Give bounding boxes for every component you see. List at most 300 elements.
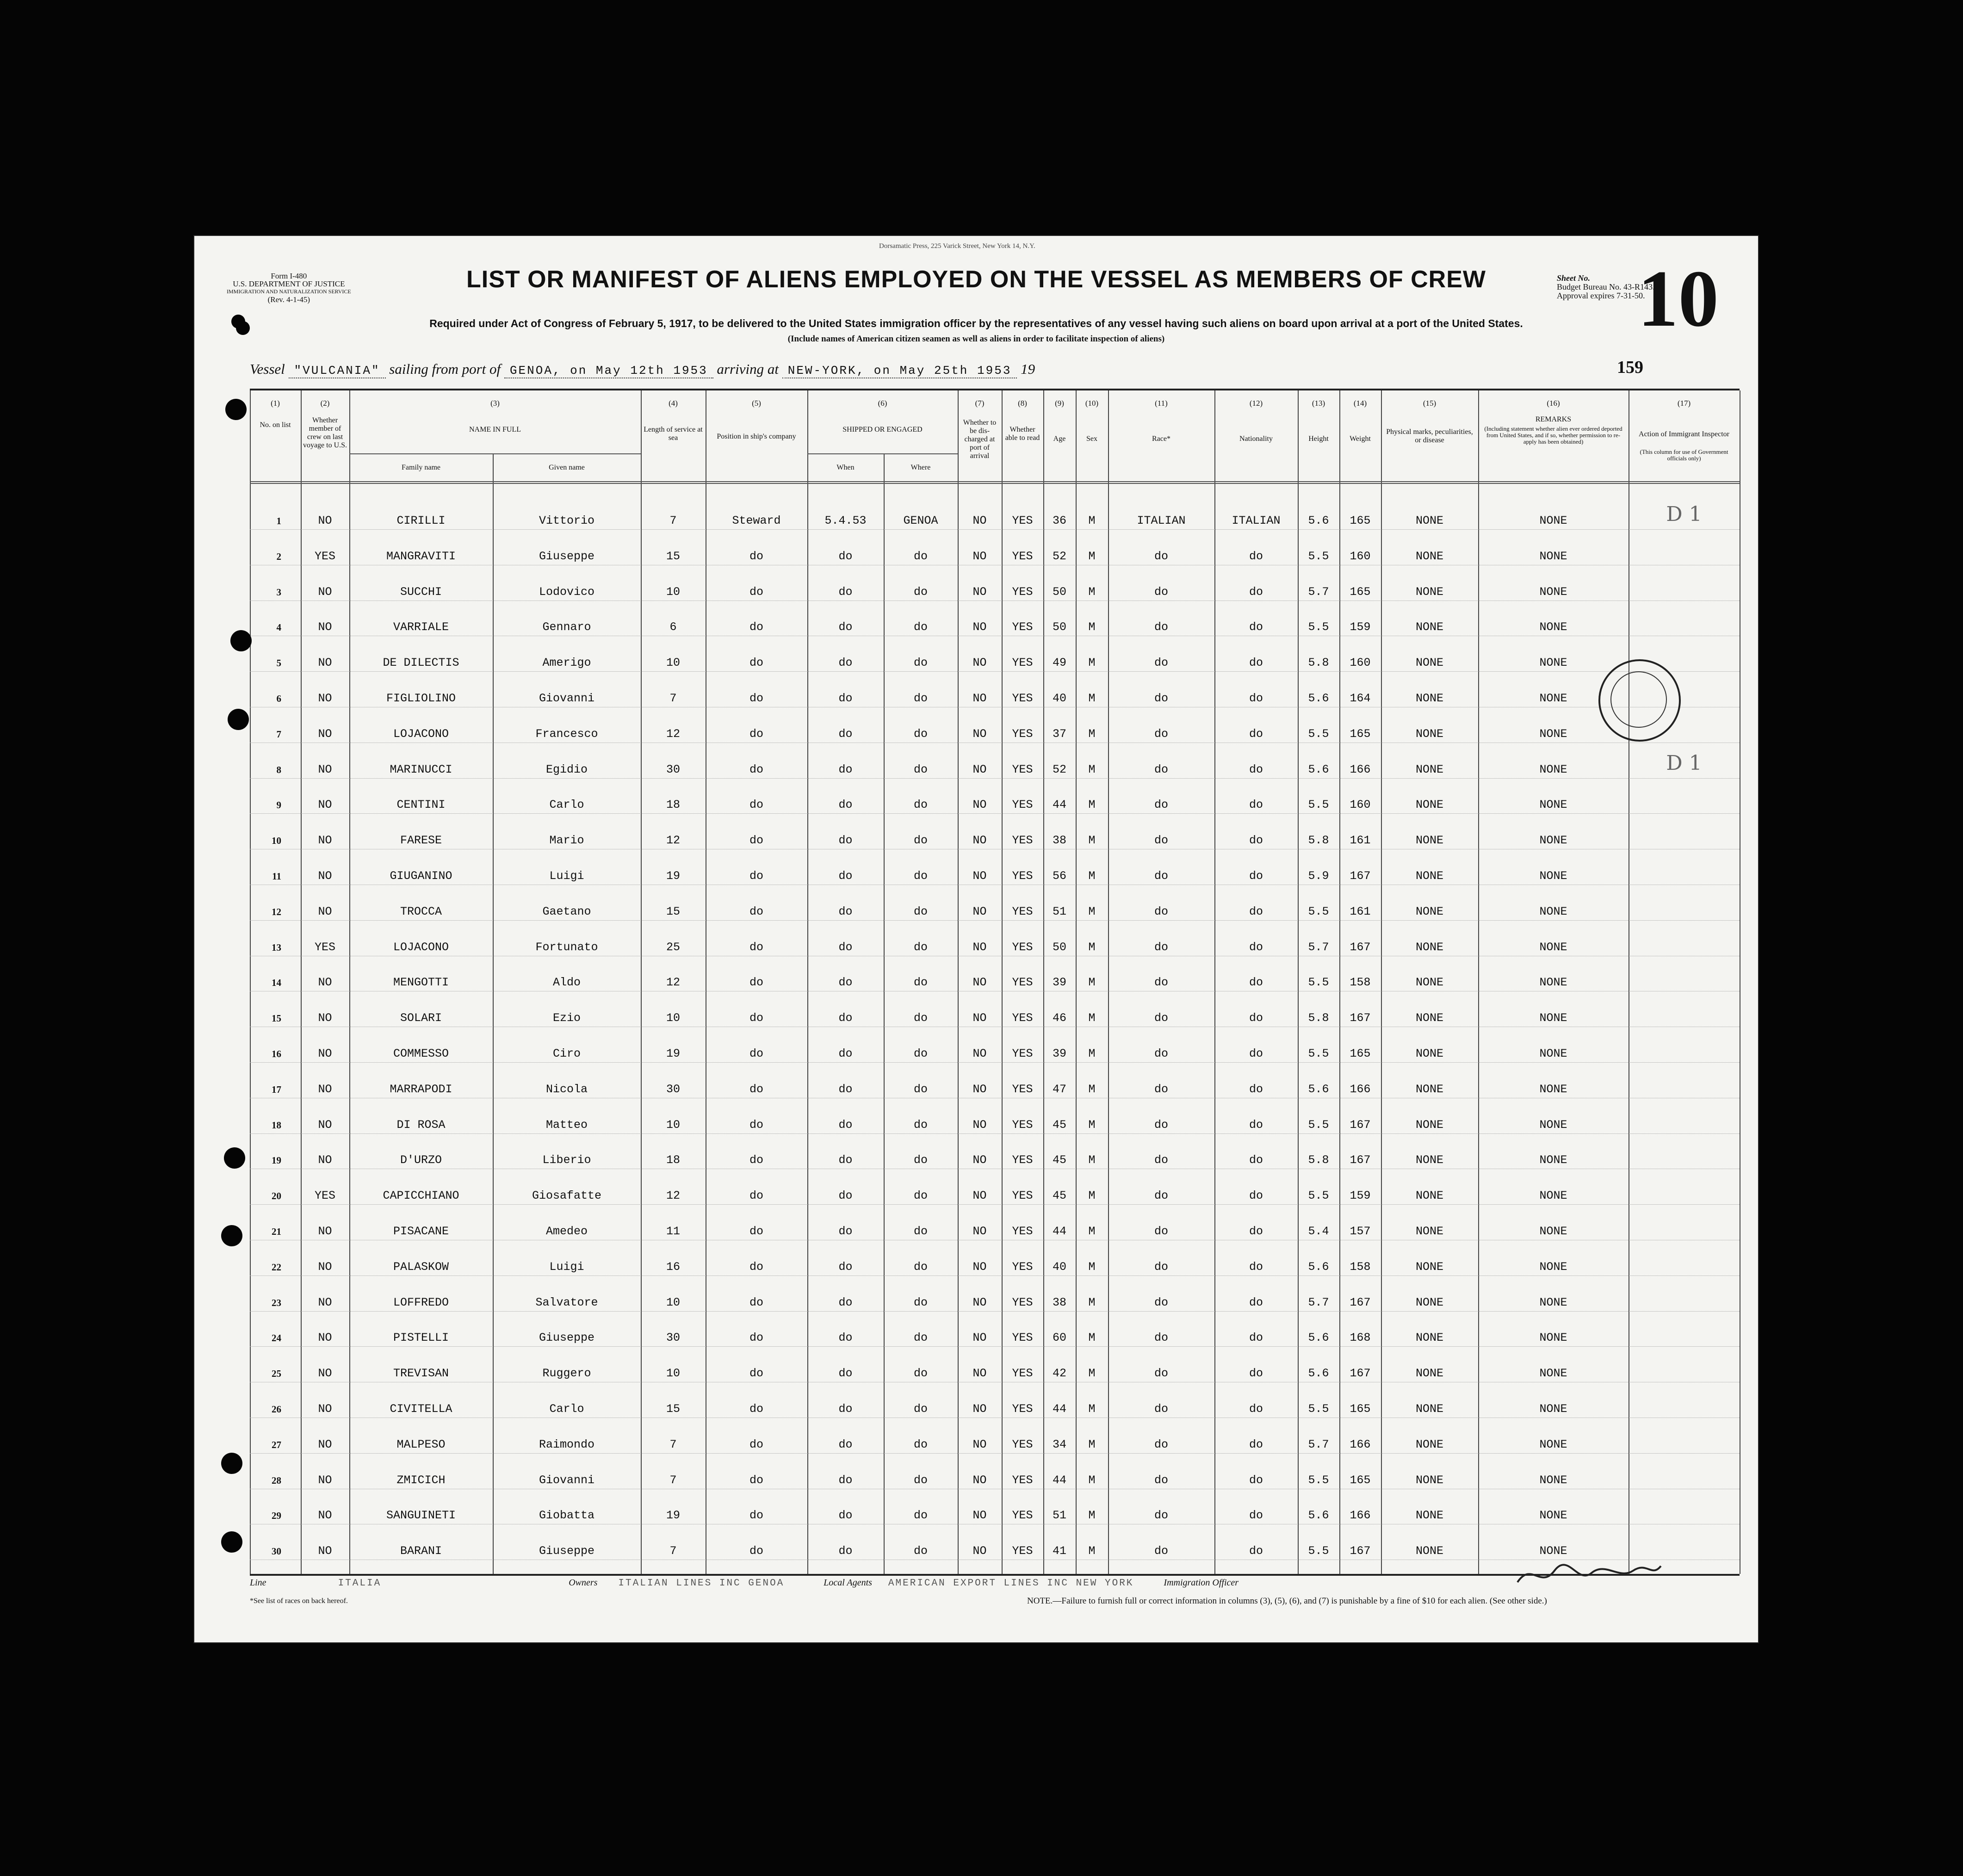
cell-remarks: NONE [1539, 799, 1567, 812]
row-number: 25 [272, 1368, 281, 1380]
cell-race: do [1154, 870, 1168, 883]
cell-sex: M [1088, 1118, 1096, 1132]
cell-family: MARINUCCI [390, 763, 452, 776]
row-number: 9 [276, 799, 281, 811]
cell-read: YES [1012, 1260, 1033, 1274]
cell-length: 18 [666, 799, 680, 812]
row-number: 28 [272, 1474, 281, 1486]
cell-disch: NO [972, 1154, 987, 1167]
cell-position: do [749, 1438, 763, 1451]
cell-nat: do [1249, 621, 1263, 634]
where-header: Where [910, 464, 931, 471]
cell-weight: 167 [1350, 1296, 1371, 1309]
cell-length: 15 [666, 550, 680, 563]
cell-height: 5.6 [1308, 1367, 1329, 1381]
cell-when: 5.4.53 [824, 514, 867, 527]
cell-read: YES [1012, 1118, 1033, 1132]
cell-read: YES [1012, 550, 1033, 563]
cell-length: 7 [669, 692, 677, 705]
cell-read: YES [1012, 1438, 1033, 1451]
cell-read: YES [1012, 941, 1033, 954]
cell-read: YES [1012, 692, 1033, 705]
cell-age: 47 [1052, 1083, 1066, 1096]
cell-height: 5.8 [1308, 1012, 1329, 1025]
cell-remarks: NONE [1539, 1367, 1567, 1381]
cell-weight: 166 [1350, 763, 1371, 776]
when-header: When [836, 464, 855, 471]
cell-race: do [1154, 1296, 1168, 1309]
cell-position: Steward [732, 514, 781, 527]
cell-family: GIUGANINO [390, 870, 452, 883]
cell-read: YES [1012, 834, 1033, 848]
cell-height: 5.6 [1308, 692, 1329, 705]
cell-family: LOJACONO [393, 727, 449, 741]
cell-family: CAPICCHIANO [383, 1189, 459, 1203]
sailing-value: GENOA, on May 12th 1953 [504, 364, 713, 378]
cell-crew: NO [318, 1296, 332, 1309]
cell-crew: YES [314, 1189, 335, 1203]
cell-given: Ezio [552, 1012, 581, 1025]
cell-family: PISTELLI [393, 1331, 449, 1345]
row-number: 15 [272, 1013, 281, 1024]
cell-sex: M [1088, 621, 1096, 634]
cell-when: do [838, 763, 853, 776]
cell-given: Vittorio [539, 514, 595, 527]
cell-weight: 165 [1350, 514, 1371, 527]
cell-family: MENGOTTI [393, 976, 449, 990]
cell-family: CENTINI [396, 799, 446, 812]
row-number: 23 [272, 1297, 281, 1308]
cell-read: YES [1012, 763, 1033, 776]
cell-given: Giuseppe [539, 1545, 595, 1558]
year-label: 19 [1021, 361, 1035, 377]
column-number: (12) [1249, 399, 1263, 408]
cell-physical: NONE [1415, 692, 1443, 705]
cell-where: do [913, 727, 928, 741]
cell-physical: NONE [1415, 1403, 1443, 1416]
cell-length: 10 [666, 1118, 680, 1132]
cell-nat: do [1249, 1296, 1263, 1309]
cell-crew: NO [318, 799, 332, 812]
cell-sex: M [1088, 585, 1096, 599]
cell-length: 16 [666, 1260, 680, 1274]
cell-remarks: NONE [1539, 585, 1567, 599]
officer-signature [1513, 1557, 1666, 1594]
cell-age: 50 [1052, 585, 1066, 599]
row-guide [250, 813, 1740, 814]
row-number: 16 [272, 1048, 281, 1059]
cell-height: 5.8 [1308, 834, 1329, 848]
cell-age: 42 [1052, 1367, 1066, 1381]
column-number: (16) [1547, 399, 1560, 408]
cell-given: Matteo [545, 1118, 588, 1132]
cell-length: 19 [666, 1509, 680, 1523]
cell-weight: 166 [1350, 1083, 1371, 1096]
page-subtitle: Required under Act of Congress of February 5, 1917, to be delivered to the United States immigration officer by the representatives of any vessel having such aliens on board upon arrival at a port of the United States. [429, 317, 1523, 329]
cell-nat: do [1249, 870, 1263, 883]
cell-crew: YES [314, 941, 335, 954]
cell-height: 5.5 [1308, 727, 1329, 741]
cell-length: 10 [666, 1012, 680, 1025]
cell-height: 5.8 [1308, 656, 1329, 670]
cell-length: 19 [666, 870, 680, 883]
cell-race: do [1154, 692, 1168, 705]
row-number: 3 [276, 586, 281, 598]
cell-nat: do [1249, 1438, 1263, 1451]
cell-age: 45 [1052, 1118, 1066, 1132]
cell-nat: do [1249, 763, 1263, 776]
cell-family: TROCCA [400, 905, 442, 918]
row-number: 8 [276, 764, 281, 775]
row-number: 4 [276, 622, 281, 633]
cell-family: SUCCHI [400, 585, 442, 599]
cell-read: YES [1012, 870, 1033, 883]
cell-where: do [913, 870, 928, 883]
cell-weight: 167 [1350, 1012, 1371, 1025]
cell-length: 10 [666, 656, 680, 670]
cell-where: do [913, 1331, 928, 1345]
cell-crew: NO [318, 1367, 332, 1381]
cell-crew: NO [318, 1225, 332, 1238]
column-number: (7) [975, 399, 985, 408]
cell-read: YES [1012, 1403, 1033, 1416]
position-header: Position in ship's company [717, 433, 796, 440]
budget-line: Budget Bureau No. 43-R143.3. [1557, 282, 1661, 291]
cell-nat: do [1249, 550, 1263, 563]
cell-crew: NO [318, 834, 332, 848]
cell-race: do [1154, 550, 1168, 563]
cell-weight: 158 [1350, 1260, 1371, 1274]
cell-where: do [913, 834, 928, 848]
cell-height: 5.6 [1308, 1083, 1329, 1096]
punch-hole [225, 399, 247, 420]
cell-weight: 159 [1350, 621, 1371, 634]
action-note: (This column for use of Government officials only) [1640, 448, 1728, 462]
cell-weight: 158 [1350, 976, 1371, 990]
cell-age: 39 [1052, 976, 1066, 990]
cell-when: do [838, 799, 853, 812]
race-footnote: *See list of races on back hereof. [250, 1597, 348, 1605]
owners-label: Owners [569, 1578, 598, 1588]
cell-race: do [1154, 799, 1168, 812]
cell-read: YES [1012, 1545, 1033, 1558]
cell-age: 40 [1052, 692, 1066, 705]
cell-length: 15 [666, 905, 680, 918]
cell-where: do [913, 621, 928, 634]
cell-sex: M [1088, 1083, 1096, 1096]
cell-race: do [1154, 1047, 1168, 1060]
cell-disch: NO [972, 1296, 987, 1309]
cell-weight: 165 [1350, 1403, 1371, 1416]
cell-sex: M [1088, 1474, 1096, 1487]
cell-nat: do [1249, 1403, 1263, 1416]
cell-given: Mario [549, 834, 584, 848]
approval-line: Approval expires 7-31-50. [1557, 291, 1645, 300]
cell-when: do [838, 1296, 853, 1309]
cell-weight: 167 [1350, 1545, 1371, 1558]
cell-position: do [749, 1296, 763, 1309]
cell-remarks: NONE [1539, 1047, 1567, 1060]
cell-read: YES [1012, 656, 1033, 670]
cell-remarks: NONE [1539, 1474, 1567, 1487]
column-number: (13) [1312, 399, 1325, 408]
cell-physical: NONE [1415, 1474, 1443, 1487]
cell-given: Luigi [549, 870, 584, 883]
cell-physical: NONE [1415, 941, 1443, 954]
cell-length: 10 [666, 1296, 680, 1309]
cell-when: do [838, 1260, 853, 1274]
cell-disch: NO [972, 1083, 987, 1096]
cell-nat: do [1249, 1189, 1263, 1203]
row-number: 20 [272, 1190, 281, 1202]
cell-length: 12 [666, 976, 680, 990]
footer-line [250, 1578, 1238, 1589]
cell-nat: do [1249, 976, 1263, 990]
vessel-line [250, 361, 1035, 378]
cell-disch: NO [972, 1047, 987, 1060]
row-number: 19 [272, 1155, 281, 1166]
cell-given: Giovanni [539, 1474, 595, 1487]
cell-crew: NO [318, 1083, 332, 1096]
cell-crew: NO [318, 905, 332, 918]
cell-family: CIRILLI [396, 514, 446, 527]
cell-height: 5.7 [1308, 1296, 1329, 1309]
cell-height: 5.5 [1308, 976, 1329, 990]
cell-age: 45 [1052, 1154, 1066, 1167]
cell-disch: NO [972, 1225, 987, 1238]
cell-read: YES [1012, 976, 1033, 990]
cell-physical: NONE [1415, 1260, 1443, 1274]
cell-race: do [1154, 585, 1168, 599]
cell-weight: 165 [1350, 1474, 1371, 1487]
cell-when: do [838, 1474, 853, 1487]
cell-where: do [913, 1438, 928, 1451]
cell-nat: do [1249, 1225, 1263, 1238]
cell-given: Giobatta [539, 1509, 595, 1523]
cell-crew: NO [318, 1012, 332, 1025]
cell-position: do [749, 1331, 763, 1345]
cell-read: YES [1012, 1083, 1033, 1096]
cell-where: do [913, 1474, 928, 1487]
cell-sex: M [1088, 763, 1096, 776]
sex-header: Sex [1086, 435, 1097, 443]
cell-when: do [838, 621, 853, 634]
top-rule [250, 389, 1740, 390]
cell-when: do [838, 1509, 853, 1523]
cell-nat: do [1249, 692, 1263, 705]
cell-sex: M [1088, 870, 1096, 883]
cell-age: 39 [1052, 1047, 1066, 1060]
cell-given: Amedeo [545, 1225, 588, 1238]
cell-height: 5.6 [1308, 1509, 1329, 1523]
row-guide [250, 778, 1740, 779]
row-number: 27 [272, 1439, 281, 1450]
cell-disch: NO [972, 941, 987, 954]
cell-weight: 161 [1350, 834, 1371, 848]
cell-weight: 164 [1350, 692, 1371, 705]
cell-physical: NONE [1415, 1012, 1443, 1025]
cell-length: 30 [666, 1083, 680, 1096]
cell-weight: 157 [1350, 1225, 1371, 1238]
cell-position: do [749, 976, 763, 990]
cell-sex: M [1088, 834, 1096, 848]
cell-length: 18 [666, 1154, 680, 1167]
cell-race: do [1154, 834, 1168, 848]
cell-physical: NONE [1415, 870, 1443, 883]
cell-race: do [1154, 1367, 1168, 1381]
column-number: (9) [1055, 399, 1064, 408]
cell-age: 41 [1052, 1545, 1066, 1558]
cell-position: do [749, 834, 763, 848]
cell-length: 7 [669, 514, 677, 527]
cell-when: do [838, 834, 853, 848]
cell-position: do [749, 799, 763, 812]
row-guide [250, 1346, 1740, 1347]
cell-race: do [1154, 1154, 1168, 1167]
cell-nat: do [1249, 1331, 1263, 1345]
cell-when: do [838, 1438, 853, 1451]
cell-race: do [1154, 1403, 1168, 1416]
cell-when: do [838, 656, 853, 670]
cell-where: do [913, 1047, 928, 1060]
row-number: 11 [272, 871, 281, 882]
cell-crew: NO [318, 870, 332, 883]
cell-remarks: NONE [1539, 1225, 1567, 1238]
cell-when: do [838, 1047, 853, 1060]
cell-sex: M [1088, 514, 1096, 527]
cell-age: 49 [1052, 656, 1066, 670]
cell-nat: do [1249, 1083, 1263, 1096]
cell-weight: 167 [1350, 870, 1371, 883]
cell-height: 5.7 [1308, 941, 1329, 954]
cell-family: SOLARI [400, 1012, 442, 1025]
column-number: (1) [271, 399, 280, 408]
cell-action: D 1 [1666, 754, 1702, 773]
cell-sex: M [1088, 1225, 1096, 1238]
line-label: Line [250, 1578, 266, 1588]
punch-hole [221, 1531, 242, 1553]
cell-nat: do [1249, 1509, 1263, 1523]
column-number: (10) [1085, 399, 1099, 408]
cell-where: do [913, 1367, 928, 1381]
cell-sex: M [1088, 1438, 1096, 1451]
cell-age: 45 [1052, 1189, 1066, 1203]
remarks-note: (Including statement whether alien ever ordered deported from United States, and if so, whether permission to re-apply has been obtained) [1484, 425, 1622, 445]
cell-family: VARRIALE [393, 621, 449, 634]
cell-when: do [838, 1225, 853, 1238]
cell-family: LOFFREDO [393, 1296, 449, 1309]
cell-sex: M [1088, 976, 1096, 990]
cell-weight: 167 [1350, 1367, 1371, 1381]
row-guide [250, 1133, 1740, 1134]
cell-given: Liberio [542, 1154, 591, 1167]
cell-weight: 167 [1350, 1154, 1371, 1167]
cell-weight: 160 [1350, 550, 1371, 563]
cell-disch: NO [972, 514, 987, 527]
row-guide [250, 671, 1740, 672]
column-number: (3) [490, 399, 500, 408]
cell-disch: NO [972, 550, 987, 563]
cell-disch: NO [972, 727, 987, 741]
discharged-header: Whether to be dis-charged at port of arrival [963, 419, 997, 460]
cell-given: Aldo [552, 976, 581, 990]
row-number: 17 [272, 1083, 281, 1095]
cell-disch: NO [972, 1260, 987, 1274]
cell-sex: M [1088, 1509, 1096, 1523]
cell-height: 5.5 [1308, 621, 1329, 634]
cell-length: 12 [666, 727, 680, 741]
cell-nat: do [1249, 941, 1263, 954]
able-to-read-header: Whether able to read [1005, 426, 1040, 442]
cell-remarks: NONE [1539, 1118, 1567, 1132]
cell-age: 52 [1052, 550, 1066, 563]
cell-weight: 166 [1350, 1509, 1371, 1523]
cell-remarks: NONE [1539, 1438, 1567, 1451]
cell-sex: M [1088, 1331, 1096, 1345]
cell-age: 38 [1052, 1296, 1066, 1309]
row-number: 12 [272, 906, 281, 917]
cell-read: YES [1012, 1367, 1033, 1381]
cell-when: do [838, 941, 853, 954]
cell-physical: NONE [1415, 1331, 1443, 1345]
row-guide [250, 1275, 1740, 1276]
cell-family: ZMICICH [396, 1474, 446, 1487]
cell-crew: NO [318, 514, 332, 527]
cell-given: Fortunato [535, 941, 598, 954]
printer-line: Dorsamatic Press, 225 Varick Street, New York 14, N.Y. [879, 242, 1035, 250]
cell-remarks: NONE [1539, 656, 1567, 670]
cell-nat: do [1249, 1047, 1263, 1060]
cell-family: BARANI [400, 1545, 442, 1558]
cell-nat: do [1249, 1118, 1263, 1132]
form-number: Form I-480 [271, 272, 307, 280]
cell-where: GENOA [903, 514, 938, 527]
cell-read: YES [1012, 799, 1033, 812]
cell-where: do [913, 1189, 928, 1203]
line-value: ITALIA [338, 1578, 382, 1589]
cell-weight: 166 [1350, 1438, 1371, 1451]
cell-position: do [749, 1189, 763, 1203]
cell-length: 6 [669, 621, 677, 634]
cell-length: 19 [666, 1047, 680, 1060]
cell-sex: M [1088, 1154, 1096, 1167]
cell-read: YES [1012, 1296, 1033, 1309]
row-guide [250, 1311, 1740, 1312]
cell-given: Amerigo [542, 656, 591, 670]
cell-height: 5.5 [1308, 1047, 1329, 1060]
cell-given: Giuseppe [539, 1331, 595, 1345]
cell-age: 44 [1052, 799, 1066, 812]
cell-race: do [1154, 1474, 1168, 1487]
cell-height: 5.9 [1308, 870, 1329, 883]
cell-given: Ciro [552, 1047, 581, 1060]
cell-nat: do [1249, 1260, 1263, 1274]
cell-age: 37 [1052, 727, 1066, 741]
cell-race: do [1154, 941, 1168, 954]
row-number: 26 [272, 1404, 281, 1415]
cell-disch: NO [972, 1509, 987, 1523]
cell-remarks: NONE [1539, 941, 1567, 954]
officer-label: Immigration Officer [1164, 1578, 1239, 1588]
cell-nat: do [1249, 1012, 1263, 1025]
cell-physical: NONE [1415, 763, 1443, 776]
cell-age: 52 [1052, 763, 1066, 776]
cell-height: 5.5 [1308, 1403, 1329, 1416]
cell-race: do [1154, 621, 1168, 634]
cell-position: do [749, 1012, 763, 1025]
cell-read: YES [1012, 1225, 1033, 1238]
cell-when: do [838, 870, 853, 883]
